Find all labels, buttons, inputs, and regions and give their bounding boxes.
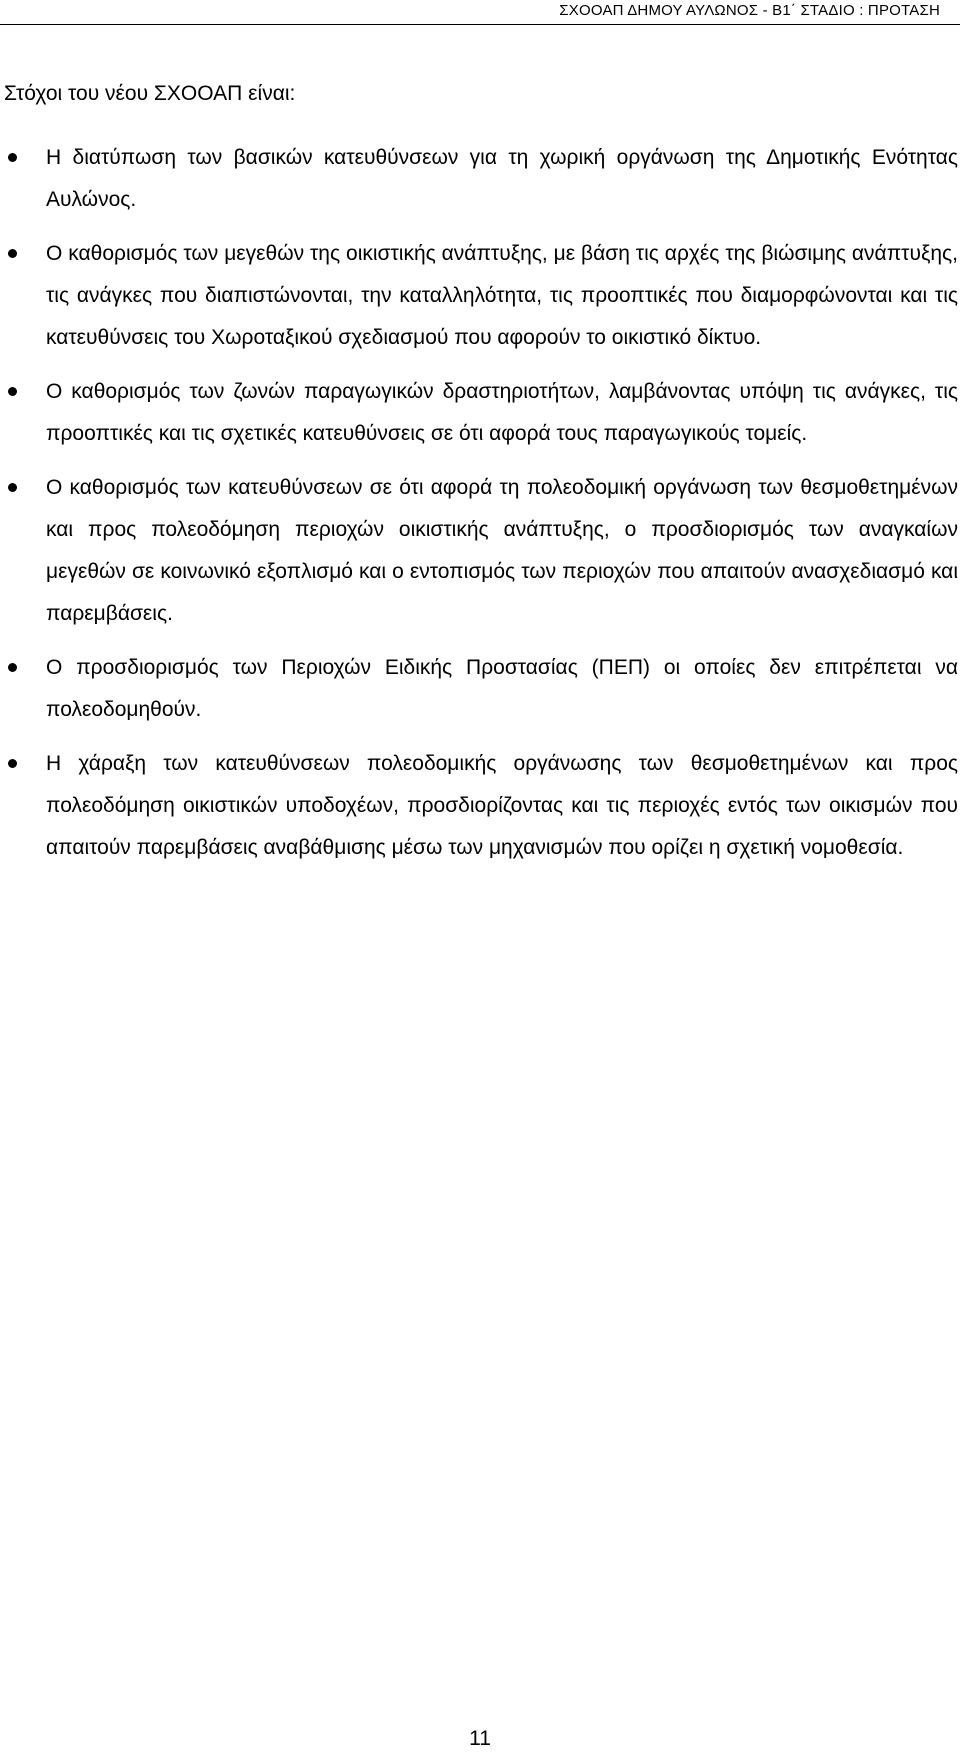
objectives-list xyxy=(0,137,960,881)
bullet-icon xyxy=(8,759,17,768)
header-divider xyxy=(0,24,960,25)
bullet-icon xyxy=(8,387,17,396)
bullet-icon xyxy=(8,249,17,258)
bullet-icon xyxy=(8,663,17,672)
list-item xyxy=(0,743,960,869)
list-item xyxy=(0,467,960,635)
list-item xyxy=(0,371,960,455)
list-item-text: Ο καθορισμός των κατευθύνσεων σε ότι αφορά τη πολεοδομική οργάνωση των θεσμοθετημένων και προς πολεοδόμηση περιοχών οικιστικής ανάπτυξης, ο προσδιορισμός των αναγκαίων μεγεθών σε κοινωνικό εξοπλισμό και ο εντοπισμός των περιοχών που απαιτούν ανασχεδιασμό και παρεμβάσεις. xyxy=(46,476,958,625)
intro-text: Στόχοι του νέου ΣΧΟΟΑΠ είναι: xyxy=(4,82,296,105)
list-item xyxy=(0,647,960,731)
list-item-text: Ο καθορισμός των μεγεθών της οικιστικής ανάπτυξης, με βάση τις αρχές της βιώσιμης ανάπτυξης, τις ανάγκες που διαπιστώνονται, την καταλληλότητα, τις προοπτικές που διαμορφώνονται και τις κατευθύνσεις του Χωροταξικού σχεδιασμού που αφορούν το οικιστικό δίκτυο. xyxy=(46,242,958,349)
list-item xyxy=(0,233,960,359)
list-item-text: Η διατύπωση των βασικών κατευθύνσεων για τη χωρική οργάνωση της Δημοτικής Ενότητας Αυλώνος. xyxy=(46,146,958,211)
list-item-text: Η χάραξη των κατευθύνσεων πολεοδομικής οργάνωσης των θεσμοθετημένων και προς πολεοδόμηση οικιστικών υποδοχέων, προσδιορίζοντας και τις περιοχές εντός των οικισμών που απαιτούν παρεμβάσεις αναβάθμισης μέσω των μηχανισμών που ορίζει η σχετική νομοθεσία. xyxy=(46,752,958,859)
page-number: 11 xyxy=(469,1727,491,1750)
list-item-text: Ο καθορισμός των ζωνών παραγωγικών δραστηριοτήτων, λαμβάνοντας υπόψη τις ανάγκες, τις προοπτικές και τις σχετικές κατευθύνσεις σε ότι αφορά τους παραγωγικούς τομείς. xyxy=(46,380,958,445)
list-item xyxy=(0,137,960,221)
running-header: ΣΧΟΟΑΠ ΔΗΜΟΥ ΑΥΛΩΝΟΣ - Β1΄ ΣΤΑΔΙΟ : ΠΡΟΤΑΣΗ xyxy=(559,2,940,19)
bullet-icon xyxy=(8,153,17,162)
bullet-icon xyxy=(8,483,17,492)
list-item-text: Ο προσδιορισμός των Περιοχών Ειδικής Προστασίας (ΠΕΠ) οι οποίες δεν επιτρέπεται να πολεοδομηθούν. xyxy=(46,656,958,721)
